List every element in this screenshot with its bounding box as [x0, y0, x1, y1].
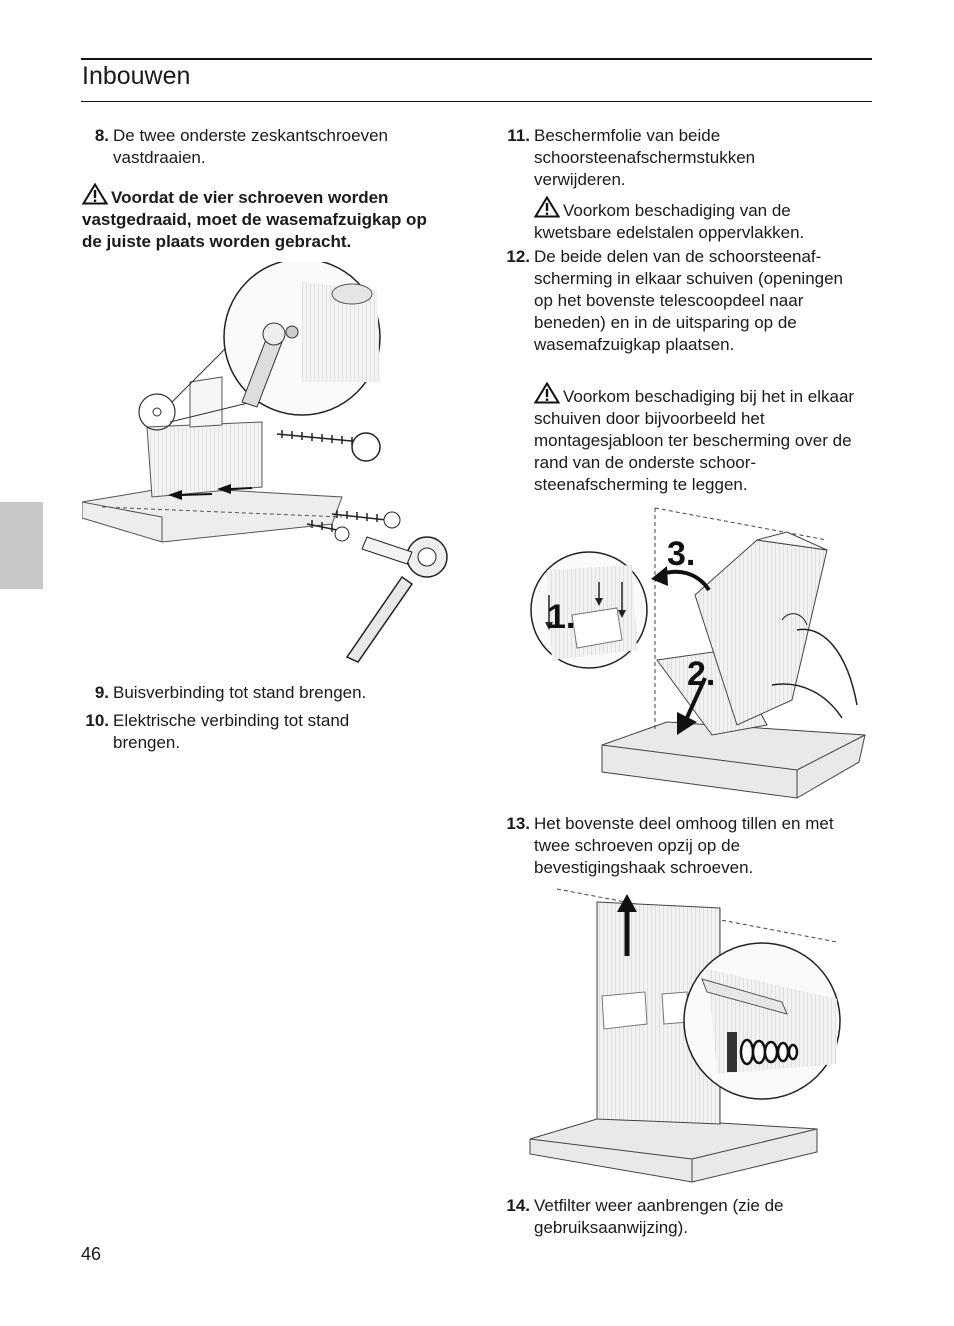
warning-triangle-icon: [82, 183, 108, 205]
step-number: 11.: [507, 126, 530, 145]
title-underline: [81, 101, 872, 102]
figure-hood-screws: [82, 262, 454, 667]
top-rule: [81, 58, 872, 60]
step-number: 8.: [94, 126, 109, 145]
step-number: 13.: [506, 814, 530, 833]
step-number: 10.: [85, 711, 109, 730]
step-text: De twee onderste zeskantschroeven vastdraaien.: [113, 126, 388, 167]
step-11: [502, 125, 872, 191]
page-title: Inbouwen: [82, 62, 191, 90]
warning-block: [82, 183, 447, 253]
step-number: 12.: [506, 247, 530, 266]
warning-block-12: [534, 382, 869, 496]
step-9: [81, 682, 451, 704]
step-10: [81, 710, 451, 754]
figure-chimney-screw: [527, 884, 845, 1184]
step-text: Buisverbinding tot stand brengen.: [113, 683, 367, 702]
step-number: 14.: [506, 1196, 530, 1215]
step-13: [502, 813, 872, 879]
warning-triangle-icon: [534, 382, 560, 404]
warning-text: Voorkom beschadiging bij het in elkaar schuiven door bijvoorbeeld het montagesjabloon ter bescherming over de rand van de onderste schoor-steenafscherming te leggen.: [534, 387, 855, 494]
figure-chimney-assembly: [527, 500, 872, 800]
step-12: [502, 246, 872, 378]
step-14: [502, 1195, 872, 1239]
figure-label-3: 3.: [667, 535, 696, 573]
figure-label-2: 2.: [687, 655, 716, 693]
section-tab: [0, 502, 43, 589]
step-text: De beide delen van de schoorsteenaf-scherming in elkaar schuiven (openingen op het bovenste telescoopdeel naar beneden) en in de uitsparing op de wasemafzuigkap plaatsen.: [534, 247, 844, 354]
warning-text: Voordat de vier schroeven worden vastgedraaid, moet de wasemafzuigkap op de juiste plaats worden gebracht.: [82, 188, 427, 251]
step-8: [81, 125, 451, 173]
step-text: Vetfilter weer aanbrengen (zie de gebruiksaanwijzing).: [534, 1196, 784, 1237]
warning-triangle-icon: [534, 196, 560, 218]
step-text: Elektrische verbinding tot stand brengen.: [113, 711, 350, 752]
page-number: 46: [81, 1244, 102, 1264]
figure-label-1: 1.: [547, 598, 576, 636]
step-text: Beschermfolie van beide schoorsteenafschermstukken verwijderen.: [534, 126, 756, 189]
warning-text: Voorkom beschadiging van de kwetsbare edelstalen oppervlakken.: [534, 201, 805, 242]
step-text: Het bovenste deel omhoog tillen en met twee schroeven opzij op de bevestigingshaak schroeven.: [534, 814, 834, 877]
step-number: 9.: [94, 683, 109, 702]
warning-block-11: [534, 196, 869, 244]
